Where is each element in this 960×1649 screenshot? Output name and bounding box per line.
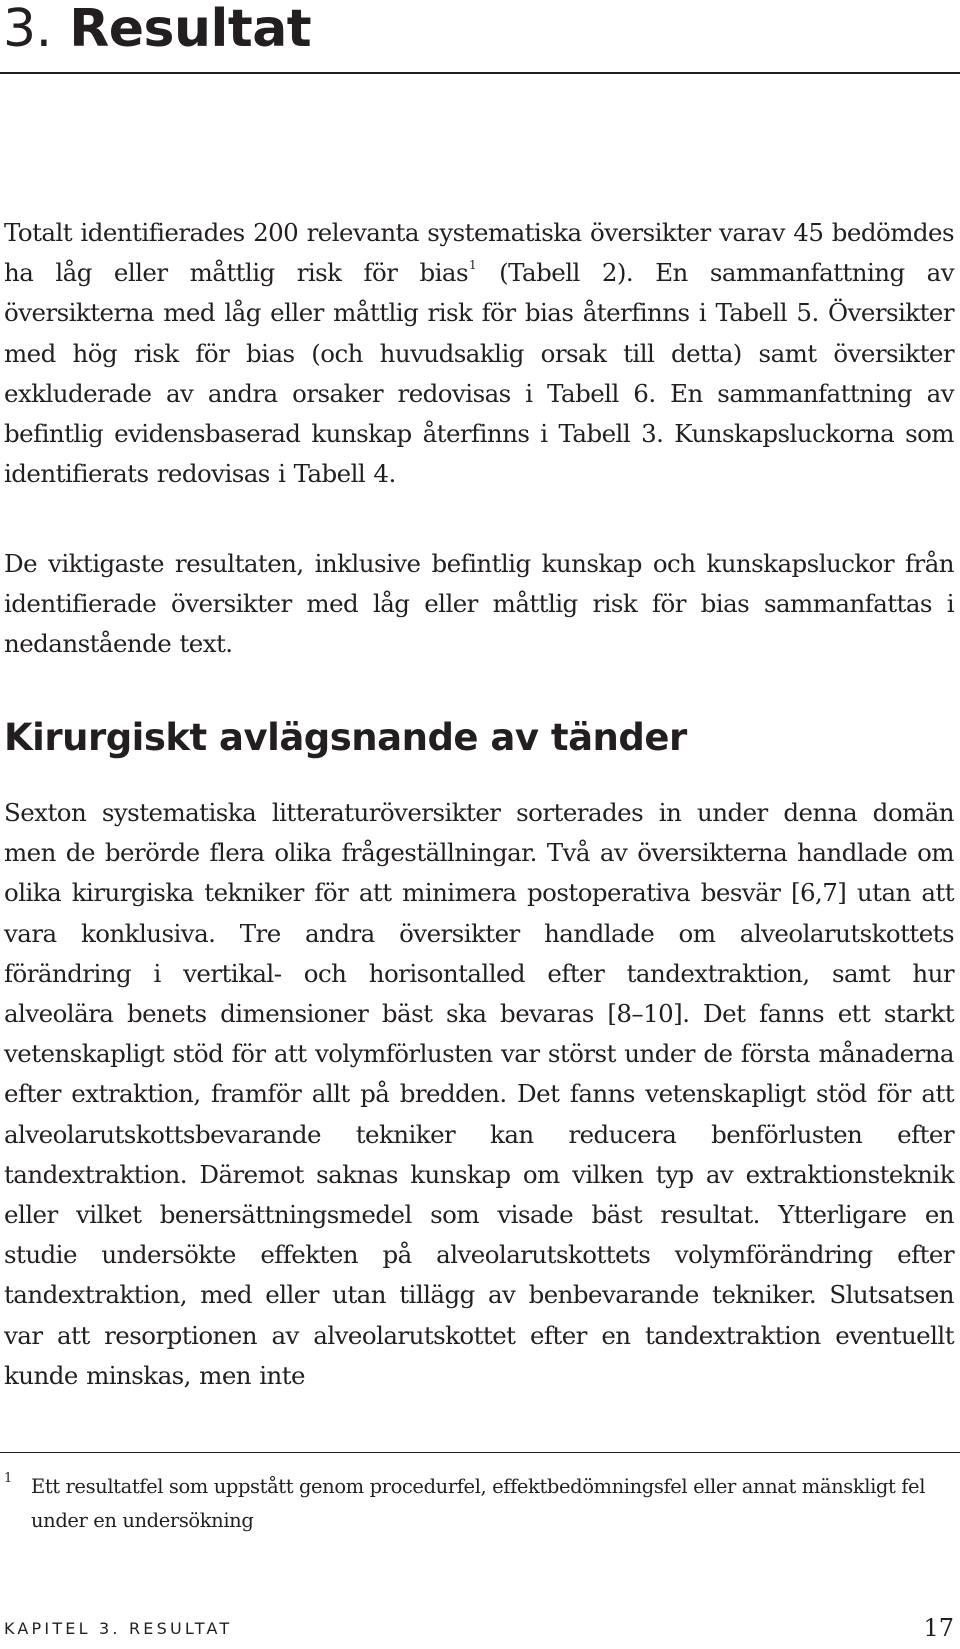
section-heading: Kirurgiskt avlägsnande av tänder	[4, 716, 687, 759]
section-body-paragraph: Sexton systematiska litteraturöversikter sorterades in under denna domän men de berörde flera olika frågeställningar. Två av översikterna handlade om olika kirurgiska tekniker för att minimera postoperativa besvär [6,7] utan att vara konklusiva. Tre andra översikter handlade om alveolarutskottets förändring i vertikal- och horisontalled efter tandextraktion, samt hur alveolära benets dimensioner bäst ska bevaras [8–10]. Det fanns ett starkt vetenskapligt stöd för att volymförlusten var störst under de första månaderna efter extraktion, framför allt på bredden. Det fanns vetenskapligt stöd för att alveolarutskottsbevarande tekniker kan reducera benförlusten efter tandextraktion. Däremot saknas kunskap om vilken typ av extraktionsteknik eller vilket benersättningsmedel som visade bäst resultat. Ytterligare en studie undersökte effekten på alveolarutskottets volymförändring efter tandextraktion, med eller utan tillägg av benbevarande tekniker. Slutsatsen var att resorptionen av alveolarutskottet efter en tandextraktion eventuellt kunde minskas, men inte	[4, 798, 954, 1390]
chapter-title	[3, 0, 311, 58]
chapter-number: 3.	[3, 0, 52, 59]
footnote-text: Ett resultatfel som uppstått genom procedurfel, effektbedömningsfel eller annat mänskligt fel under en undersökning	[31, 1475, 926, 1532]
running-footer: KAPITEL 3. RESULTAT	[4, 1619, 233, 1638]
summary-paragraph: De viktigaste resultaten, inklusive befintlig kunskap och kunskapsluckor från identifierade översikter med låg eller måttlig risk för bias sammanfattas i nedanstående text.	[4, 549, 954, 659]
intro-paragraph	[4, 213, 954, 494]
footnote-number: 1	[4, 1471, 12, 1486]
intro-paragraph-text-end: (Tabell 2). En sammanfattning av översikterna med låg eller måttlig risk för bias återfinns i Tabell 5. Översikter med hög risk för bias (och huvudsaklig orsak till detta) samt översikter exkluderade av andra orsaker redovisas i Tabell 6. En sammanfattning av befintlig evidensbaserad kunskap återfinns i Tabell 3. Kunskapsluckorna som identifierats redovisas i Tabell 4.	[4, 258, 955, 489]
intro-paragraph-text-start: Totalt identifierades 200 relevanta systematiska översikter varav 45 bedömdes ha låg eller måttlig risk för bias	[4, 218, 954, 288]
footnote-rule	[0, 1452, 960, 1453]
footnote	[4, 1470, 954, 1538]
footnote-reference[interactable]: 1	[469, 258, 477, 273]
page-number: 17	[923, 1614, 954, 1642]
title-rule	[0, 72, 960, 74]
chapter-title-text: Resultat	[69, 0, 312, 59]
